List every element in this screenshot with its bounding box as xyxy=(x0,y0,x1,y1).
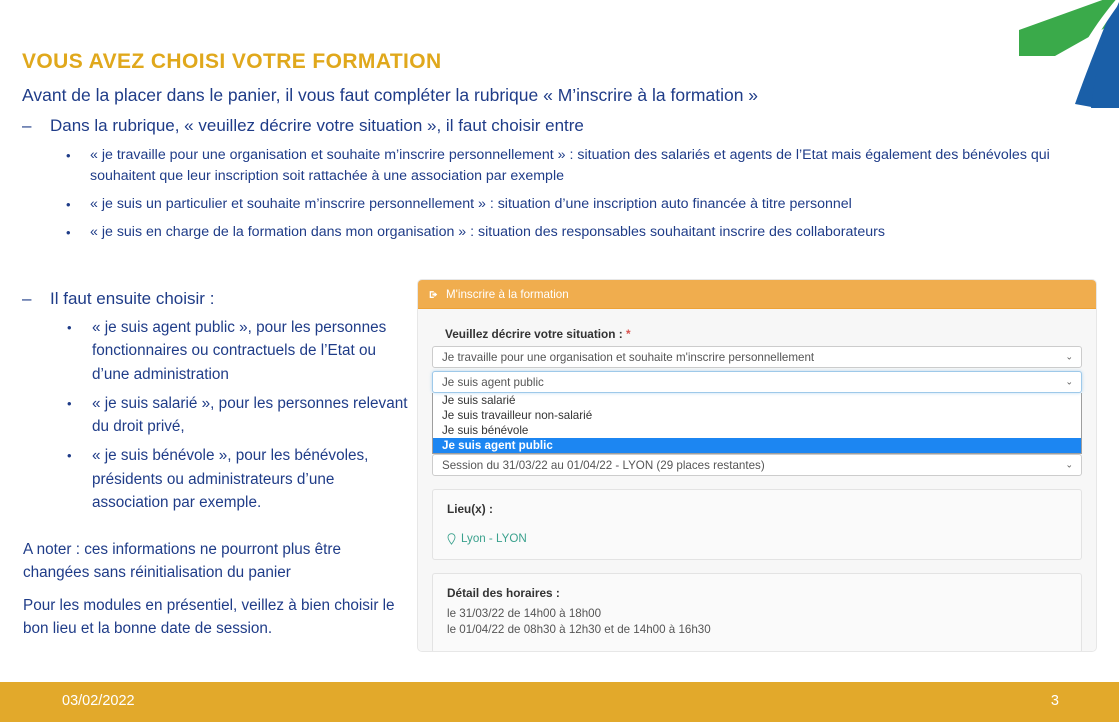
bullet-marker: • xyxy=(66,197,71,212)
list-item xyxy=(62,316,412,386)
list-item xyxy=(62,444,412,514)
chevron-down-icon: ⌄ xyxy=(1065,351,1073,362)
bullet-marker: • xyxy=(67,320,72,335)
sign-in-icon xyxy=(429,289,440,300)
select-option[interactable]: Je suis bénévole xyxy=(442,424,529,437)
situation-field-label xyxy=(445,327,1082,341)
session-select[interactable] xyxy=(432,454,1082,476)
select-option[interactable]: Je suis salarié xyxy=(442,394,516,407)
footer-page-number: 3 xyxy=(1050,693,1059,709)
list-item-label: « je suis agent public », pour les personnes fonctionnaires ou contractuels de l’Etat ou d’une administration xyxy=(92,319,387,383)
situation-label-text: Veuillez décrire votre situation : xyxy=(445,327,623,341)
list-item-label: « je suis en charge de la formation dans mon organisation » : situation des responsables souhaitant inscrire des collaborateurs xyxy=(90,224,885,240)
horaires-card-title: Détail des horaires : xyxy=(447,586,560,600)
bullet-marker: • xyxy=(66,148,71,163)
brand-logo xyxy=(1019,0,1119,108)
map-pin-icon xyxy=(447,533,456,545)
dash-item-2-label: Il faut ensuite choisir : xyxy=(50,289,215,308)
lieu-card-title: Lieu(x) : xyxy=(447,502,493,516)
status-select-value: Je suis agent public xyxy=(442,375,544,389)
chevron-down-icon: ⌄ xyxy=(1065,459,1073,470)
list-item-label: « je suis un particulier et souhaite m’inscrire personnellement » : situation d’une inscription auto financée à titre personnel xyxy=(90,196,852,212)
slide-footer xyxy=(0,682,1119,722)
page-title: VOUS AVEZ CHOISI VOTRE FORMATION xyxy=(22,50,442,73)
select-option[interactable]: Je suis travailleur non-salarié xyxy=(442,409,593,422)
lieu-place-label: Lyon - LYON xyxy=(461,532,527,545)
registration-form-panel xyxy=(417,279,1097,652)
dash-item-1 xyxy=(22,116,584,136)
session-select-value: Session du 31/03/22 au 01/04/22 - LYON (29 places restantes) xyxy=(442,458,765,472)
list-item xyxy=(62,194,1052,215)
situation-select-value: Je travaille pour une organisation et souhaite m'inscrire personnellement xyxy=(442,350,815,364)
dash-marker: – xyxy=(22,116,32,135)
top-bullet-list xyxy=(62,145,1052,250)
lieu-place[interactable] xyxy=(447,532,1067,545)
dash-marker: – xyxy=(22,289,32,308)
panel-header-title: M'inscrire à la formation xyxy=(446,287,569,301)
bullet-marker: • xyxy=(66,225,71,240)
panel-header xyxy=(418,280,1096,309)
list-item-label: « je suis bénévole », pour les bénévoles, présidents ou administrateurs d’une association par exemple. xyxy=(92,447,369,512)
list-item xyxy=(62,145,1052,187)
list-item xyxy=(62,222,1052,243)
horaires-card xyxy=(432,573,1082,652)
horaires-line: le 01/04/22 de 08h30 à 12h30 et de 14h00 à 16h30 xyxy=(447,623,711,636)
required-marker: * xyxy=(625,327,631,341)
list-item-label: « je travaille pour une organisation et souhaite m’inscrire personnellement » : situation des salariés et agents de l’Etat mais également des bénévoles qui souhaitent que leur inscription soit rattachée à une association par exemple xyxy=(90,147,1050,184)
dash-item-2 xyxy=(22,289,214,309)
situation-select[interactable] xyxy=(432,346,1082,368)
lieu-card xyxy=(432,489,1082,560)
dash-item-1-label: Dans la rubrique, « veuillez décrire votre situation », il faut choisir entre xyxy=(50,116,584,135)
left-bullet-list xyxy=(62,316,412,520)
list-item xyxy=(62,392,412,439)
horaires-line: le 31/03/22 de 14h00 à 18h00 xyxy=(447,607,602,620)
status-select[interactable] xyxy=(432,371,1082,393)
chevron-down-icon: ⌄ xyxy=(1065,376,1073,387)
bullet-marker: • xyxy=(67,448,72,464)
bullet-marker: • xyxy=(67,395,72,411)
footer-date: 03/02/2022 xyxy=(62,693,135,709)
status-select-options[interactable] xyxy=(432,393,1082,454)
select-option-selected[interactable]: Je suis agent public xyxy=(433,438,1081,453)
note-line-1: A noter : ces informations ne pourront plus être changées sans réinitialisation du panier xyxy=(23,541,342,581)
note-line-2: Pour les modules en présentiel, veillez à bien choisir le bon lieu et la bonne date de session. xyxy=(23,597,395,637)
notes-block xyxy=(23,538,403,650)
panel-body xyxy=(418,309,1096,652)
intro-paragraph: Avant de la placer dans le panier, il vous faut compléter la rubrique « M’inscrire à la formation » xyxy=(22,85,759,105)
list-item-label: « je suis salarié », pour les personnes relevant du droit privé, xyxy=(92,394,408,436)
